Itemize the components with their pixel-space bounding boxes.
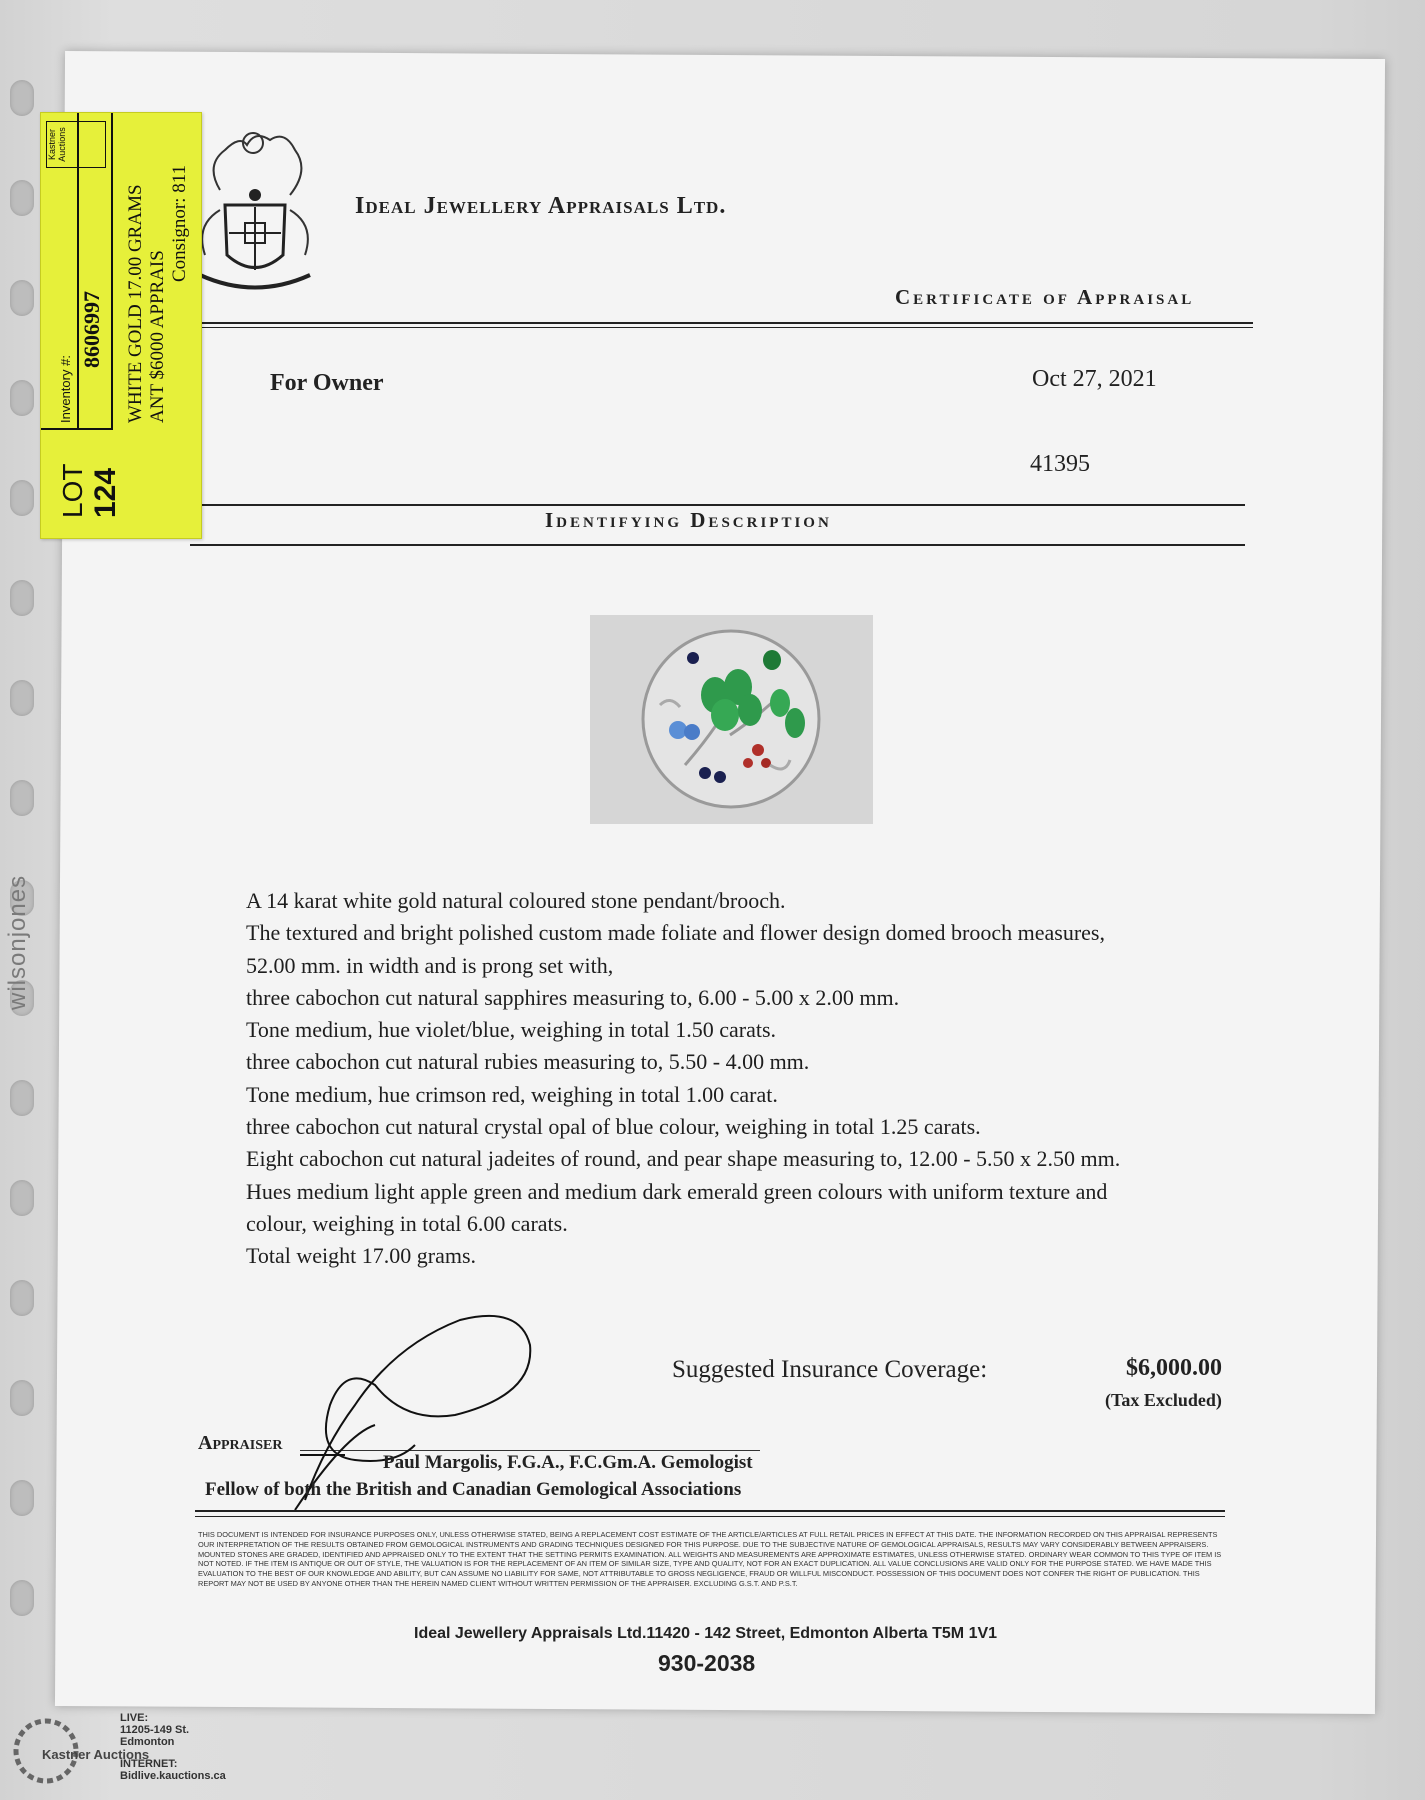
lot-number: 124 — [89, 467, 122, 518]
company-address: Ideal Jewellery Appraisals Ltd.11420 - 142 Street, Edmonton Alberta T5M 1V1 — [414, 1625, 998, 1642]
item-description: WHITE GOLD 17.00 GRAMS — [125, 184, 146, 423]
internet-url: Bidlive.kauctions.ca — [120, 1770, 226, 1782]
tax-note: (Tax Excluded) — [1105, 1390, 1222, 1410]
description-line: colour, weighing in total 6.00 carats. — [246, 1210, 568, 1236]
description-line: The textured and bright polished custom made foliate and flower design domed brooch measures, — [246, 920, 1105, 946]
appraiser-credentials: Fellow of both the British and Canadian Gemological Associations — [205, 1479, 742, 1500]
appraiser-name: Paul Margolis, F.G.A., F.C.Gm.A. Gemologist — [383, 1452, 753, 1473]
header-rule — [190, 322, 1253, 324]
certificate-date: Oct 27, 2021 — [1032, 366, 1157, 392]
kastner-brand: Kastner Auctions — [42, 1747, 150, 1762]
description-line: 52.00 mm. in width and is prong set with, — [246, 952, 614, 978]
description-line: three cabochon cut natural rubies measuring to, 5.50 - 4.00 mm. — [246, 1049, 810, 1075]
item-description: ANT $6000 APPRAIS — [147, 250, 168, 423]
kastner-logo — [46, 121, 106, 168]
lot-tag — [40, 112, 202, 539]
auction-contact — [120, 1712, 226, 1782]
lot-label: LOT — [57, 463, 88, 518]
description-line: Eight cabochon cut natural jadeites of round, and pear shape measuring to, 12.00 - 5.50 x 2.50 mm. — [246, 1146, 1121, 1172]
identifying-description — [246, 885, 1246, 1273]
live-address: 11205-149 St. — [120, 1724, 190, 1736]
section-title: Identifying Description — [545, 508, 832, 532]
kastner-logo-text: Kastner Auctions — [47, 127, 67, 162]
section-rule-bottom — [190, 544, 1245, 546]
description-line: three cabochon cut natural crystal opal of blue colour, weighing in total 1.25 carats. — [246, 1114, 981, 1140]
footer-rule — [195, 1510, 1225, 1512]
description-line: Total weight 17.00 grams. — [246, 1243, 477, 1269]
consignor: Consignor: 811 — [169, 165, 190, 282]
section-rule-top — [190, 504, 1245, 506]
sleeve-brand: wilsonjones — [4, 874, 31, 1010]
description-line: three cabochon cut natural sapphires measuring to, 6.00 - 5.00 x 2.00 mm. — [246, 984, 900, 1010]
disclaimer-text: THIS DOCUMENT IS INTENDED FOR INSURANCE PURPOSES ONLY, UNLESS OTHERWISE STATED, BEING A REPLACEMENT COST ESTIMATE OF THE ARTICLE/ARTICLES AT FULL RETAIL PRICES IN EFFECT AT THIS DATE. THE INFORMATION RECORDED ON THIS APPRAISAL REPRESENTS OUR INTERPRETATION OF THE RESULTS OBTAINED FROM GEMOLOGICAL INSTRUMENTS AND GRADING TECHNIQUES DESIGNED FOR THIS PURPOSE. DUE TO THE SUBJECTIVE NATURE OF GEMOLOGICAL APPRAISALS, RESULTS MAY VARY CONSIDERABLY BETWEEN APPRAISERS. MOUNTED STONES ARE GRADED, IDENTIFIED AND APPRAISED ONLY TO THE EXTENT THAT THE SETTING PERMITS EXAMINATION. ALL WEIGHTS AND MEASUREMENTS ARE APPROXIMATE ESTIMATES, UNLESS OTHERWISE STATED. ORDINARY WEAR COMMON TO THIS TYPE OF ITEM IS NOT NOTED. IF THE ITEM IS ANTIQUE OR OUT OF STYLE, THE VALUATION IS FOR THE REPLACEMENT OF AN ITEM OF SIMILAR SIZE, TYPE AND QUALITY, NOT FOR AN EXACT DUPLICATION. ALL VALUE CONCLUSIONS ARE VALID ONLY FOR THE PURPOSE STATED. WE HAVE MADE THIS EVALUATION TO THE BEST OF OUR KNOWLEDGE AND ABILITY, BUT CAN ASSUME NO LIABILITY FOR SAME, NOT ATTRIBUTABLE TO GROSS NEGLIGENCE, FRAUD OR WILLFUL MISCONDUCT. POSSESSION OF THIS DOCUMENT DOES NOT CONFER THE RIGHT OF PUBLICATION. THIS REPORT MAY NOT BE USED BY ANYONE OTHER THAN THE HEREIN NAMED CLIENT WITHOUT WRITTEN PERMISSION OF THE APPRAISER. EXCLUDING G.S.T. AND P.S.T. — [198, 1530, 1222, 1588]
internet-label: INTERNET: — [120, 1758, 178, 1770]
inventory-label: Inventory #: — [58, 355, 73, 423]
live-label: LIVE: — [120, 1712, 149, 1724]
footer-rule-thin — [195, 1516, 1225, 1517]
brooch-photo — [590, 615, 873, 824]
insurance-label: Suggested Insurance Coverage: — [672, 1356, 988, 1383]
appraiser-label: Appraiser — [198, 1432, 283, 1454]
coat-of-arms-logo — [185, 115, 320, 305]
live-city: Edmonton — [120, 1736, 175, 1748]
owner-label: For Owner — [270, 370, 384, 396]
tag-divider — [111, 113, 113, 430]
description-line: A 14 karat white gold natural coloured stone pendant/brooch. — [246, 888, 786, 913]
company-phone: 930-2038 — [658, 1650, 756, 1676]
description-line: Hues medium light apple green and medium dark emerald green colours with uniform texture and — [246, 1178, 1108, 1204]
company-name: Ideal Jewellery Appraisals Ltd. — [355, 193, 727, 219]
certificate-number: 41395 — [1030, 451, 1090, 477]
description-line: Tone medium, hue crimson red, weighing in total 1.00 carat. — [246, 1081, 778, 1107]
header-rule-thin — [190, 327, 1253, 328]
description-line: Tone medium, hue violet/blue, weighing in total 1.50 carats. — [246, 1017, 777, 1043]
inventory-number: 8606997 — [79, 291, 104, 368]
certificate-title: Certificate of Appraisal — [895, 285, 1195, 309]
insurance-value: $6,000.00 — [1126, 1355, 1222, 1381]
